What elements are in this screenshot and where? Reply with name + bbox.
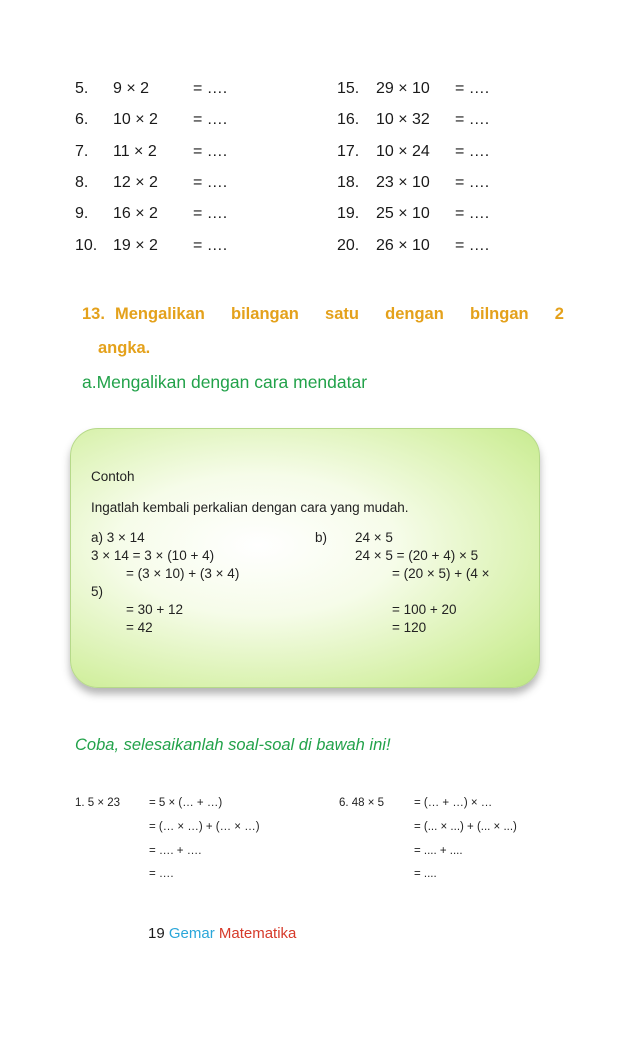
exercise-number: 9. bbox=[75, 205, 89, 222]
section-title-word: dengan bbox=[385, 305, 444, 323]
exercise-number: 16. bbox=[337, 111, 360, 128]
exercise-number: 6. bbox=[75, 111, 89, 128]
section-number: 13. bbox=[82, 305, 105, 323]
section-title-line2: angka. bbox=[98, 339, 151, 357]
exercise-expression: 23 × 10 bbox=[376, 174, 430, 191]
exercise-number: 15. bbox=[337, 80, 360, 97]
example-b-problem: 24 × 5 bbox=[355, 530, 393, 545]
answer-line: = (... × ...) + (... × ...) bbox=[414, 821, 517, 833]
subheading: a.Mengalikan dengan cara mendatar bbox=[82, 372, 368, 392]
exercise-answer-blank: = …. bbox=[193, 80, 228, 97]
exercise-answer-blank: = …. bbox=[455, 111, 490, 128]
example-b-step: 24 × 5 = (20 + 4) × 5 bbox=[355, 548, 479, 563]
exercise-expression: 12 × 2 bbox=[113, 174, 158, 191]
exercise-number: 18. bbox=[337, 174, 360, 191]
exercise-number: 17. bbox=[337, 143, 360, 160]
answer-line: = 5 × (… + …) bbox=[149, 797, 223, 809]
exercise-expression: 9 × 2 bbox=[113, 80, 150, 97]
practice-instruction: Coba, selesaikanlah soal-soal di bawah ini! bbox=[75, 736, 391, 754]
exercise-answer-blank: = …. bbox=[455, 174, 490, 191]
book-title-matematika: Matematika bbox=[218, 925, 297, 942]
exercise-expression: 26 × 10 bbox=[376, 237, 430, 254]
question-label: 6. 48 × 5 bbox=[339, 797, 385, 809]
page-number: 19 bbox=[148, 925, 165, 942]
exercise-expression: 10 × 24 bbox=[376, 143, 430, 160]
section-title-word: bilangan bbox=[231, 305, 299, 323]
answer-line: = (… × …) + (… × …) bbox=[149, 821, 260, 833]
section-title-line1 bbox=[115, 305, 564, 324]
page-footer bbox=[148, 925, 296, 942]
example-a-step: = 30 + 12 bbox=[126, 602, 184, 617]
example-a-step: 3 × 14 = 3 × (10 + 4) bbox=[91, 548, 215, 563]
example-b-label: b) bbox=[315, 530, 328, 545]
exercise-answer-blank: = …. bbox=[455, 80, 490, 97]
exercise-answer-blank: = …. bbox=[193, 237, 228, 254]
example-a-wrap: 5) bbox=[91, 584, 104, 599]
example-a-label: a) 3 × 14 bbox=[91, 530, 145, 545]
exercise-answer-blank: = …. bbox=[455, 143, 490, 160]
exercise-answer-blank: = …. bbox=[193, 111, 228, 128]
answer-line: = …. bbox=[149, 868, 174, 880]
exercise-number: 19. bbox=[337, 205, 360, 222]
exercise-expression: 10 × 32 bbox=[376, 111, 430, 128]
exercise-number: 5. bbox=[75, 80, 89, 97]
section-title-word: satu bbox=[325, 305, 359, 323]
book-title-gemar: Gemar bbox=[168, 925, 215, 942]
exercise-number: 10. bbox=[75, 237, 98, 254]
exercise-expression: 29 × 10 bbox=[376, 80, 430, 97]
exercise-expression: 10 × 2 bbox=[113, 111, 158, 128]
exercise-expression: 25 × 10 bbox=[376, 205, 430, 222]
exercise-answer-blank: = …. bbox=[455, 205, 490, 222]
example-a-step: = (3 × 10) + (3 × 4) bbox=[126, 566, 240, 581]
exercise-expression: 16 × 2 bbox=[113, 205, 158, 222]
example-a-result: = 42 bbox=[126, 620, 153, 635]
exercise-number: 20. bbox=[337, 237, 360, 254]
exercise-answer-blank: = …. bbox=[455, 237, 490, 254]
exercise-expression: 19 × 2 bbox=[113, 237, 158, 254]
answer-line: = .... + .... bbox=[414, 845, 463, 857]
answer-line: = .... bbox=[414, 868, 437, 880]
answer-line: = (… + …) × … bbox=[414, 797, 493, 809]
exercise-answer-blank: = …. bbox=[193, 174, 228, 191]
exercise-expression: 11 × 2 bbox=[113, 143, 157, 160]
example-title: Contoh bbox=[91, 469, 135, 484]
exercise-number: 7. bbox=[75, 143, 89, 160]
exercise-answer-blank: = …. bbox=[193, 143, 228, 160]
example-b-step: = (20 × 5) + (4 × bbox=[392, 566, 490, 581]
example-intro: Ingatlah kembali perkalian dengan cara yang mudah. bbox=[91, 500, 409, 515]
example-b-result: = 120 bbox=[392, 620, 427, 635]
question-label: 1. 5 × 23 bbox=[75, 797, 121, 809]
section-title-word: bilngan bbox=[469, 305, 529, 323]
example-b-step: = 100 + 20 bbox=[392, 602, 457, 617]
section-title-word: Mengalikan bbox=[115, 305, 205, 323]
exercise-answer-blank: = …. bbox=[193, 205, 228, 222]
section-title-word: 2 bbox=[554, 305, 564, 323]
answer-line: = …. + …. bbox=[149, 845, 202, 857]
exercise-number: 8. bbox=[75, 174, 89, 191]
